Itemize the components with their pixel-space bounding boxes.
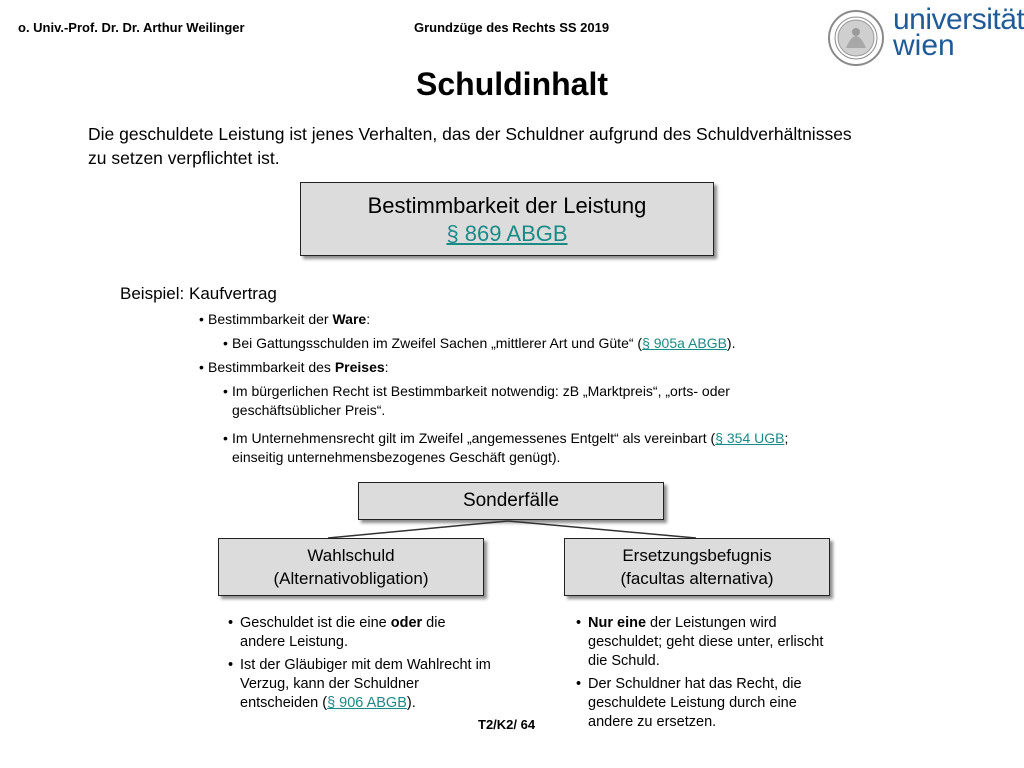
- ware-text: Bestimmbarkeit der: [208, 311, 333, 327]
- bullet-gattung: • Bei Gattungsschulden im Zweifel Sachen „mittlerer Art und Güte“ (§ 905a ABGB).: [223, 335, 736, 351]
- connector-right: [508, 521, 696, 538]
- header-course: Grundzüge des Rechts SS 2019: [414, 20, 610, 35]
- header-author: o. Univ.-Prof. Dr. Dr. Arthur Weilinger: [18, 20, 245, 35]
- intro-line1: Die geschuldete Leistung ist jenes Verhalten, das der Schuldner aufgrund des Schuldverhältnisses: [88, 124, 852, 144]
- wahlschuld-item2-end: ).: [406, 695, 416, 711]
- bullet-ware: • Bestimmbarkeit der Ware:: [199, 311, 371, 327]
- wahlschuld-line1: Wahlschuld: [307, 546, 395, 565]
- ersetzung-item1-text: der Leistungen wird geschuldet; geht diese unter, erlischt die Schuld.: [588, 615, 824, 669]
- ersetzung-item1-bold: Nur eine: [588, 615, 647, 631]
- example-heading: Beispiel: Kaufvertrag: [120, 284, 277, 303]
- bullet-buergerlich: • Im bürgerlichen Recht ist Bestimmbarkeit notwendig: zB „Marktpreis“, „orts- oder geschäftsüblicher Preis“.: [223, 383, 730, 418]
- wahlschuld-list: [228, 614, 492, 717]
- ersetzung-item-2: • Der Schuldner hat das Recht, die geschuldete Leistung durch eine andere zu ersetzen.: [576, 676, 802, 730]
- wahlschuld-item-2: • Ist der Gläubiger mit dem Wahlrecht im Verzug, kann der Schuldner entscheiden (§ 906 ABGB).: [228, 657, 491, 711]
- bullet-preis: • Bestimmbarkeit des Preises:: [199, 359, 389, 375]
- preis-bold: Preises: [334, 359, 385, 375]
- buergerlich-line1: Im bürgerlichen Recht ist Bestimmbarkeit notwendig: zB „Marktpreis“, „orts- oder: [232, 383, 730, 399]
- link-354-ugb[interactable]: § 354 UGB: [715, 430, 785, 446]
- box-wahlschuld: [218, 538, 484, 596]
- gattung-text: Bei Gattungsschulden im Zweifel Sachen „mittlerer Art und Güte“ (: [232, 335, 643, 351]
- logo-text-line2: wien: [893, 29, 955, 62]
- unternehmen-semicolon: ;: [784, 430, 789, 446]
- gattung-end: ).: [726, 335, 736, 351]
- ersetzung-line2: (facultas alternativa): [620, 569, 774, 588]
- wahlschuld-item1-bold: oder: [390, 615, 423, 631]
- connector-left: [328, 521, 508, 538]
- page-title: Schuldinhalt: [416, 66, 608, 102]
- bullet-unternehmen: • Im Unternehmensrecht gilt im Zweifel „angemessenes Entgelt“ als vereinbart (§ 354 UGB; einseitig unternehmensbezogenes Geschäft genügt).: [223, 430, 789, 465]
- slide-number: T2/K2/ 64: [478, 717, 536, 732]
- unternehmen-line2: einseitig unternehmensbezogenes Geschäft genügt).: [232, 449, 561, 465]
- ersetzung-item2-text: Der Schuldner hat das Recht, die geschuldete Leistung durch eine andere zu ersetzen.: [588, 676, 802, 730]
- intro-line2: zu setzen verpflichtet ist.: [88, 148, 280, 168]
- preis-text: Bestimmbarkeit des: [208, 359, 335, 375]
- logo-text-line1: universität: [893, 3, 1024, 36]
- ersetzung-line1: Ersetzungsbefugnis: [622, 546, 772, 565]
- buergerlich-line2: geschäftsüblicher Preis“.: [232, 402, 386, 418]
- wahlschuld-line2: (Alternativobligation): [273, 569, 429, 588]
- box-ersetzungsbefugnis: [564, 538, 830, 596]
- unternehmen-text: Im Unternehmensrecht gilt im Zweifel „angemessenes Entgelt“ als vereinbart (: [232, 430, 716, 446]
- wahlschuld-item-1: • Geschuldet ist die eine oder die andere Leistung.: [228, 615, 446, 650]
- preis-colon: :: [384, 359, 389, 375]
- wahlschuld-item1-end: die andere Leistung.: [240, 615, 446, 650]
- wahlschuld-item1-text: Geschuldet ist die eine: [240, 615, 391, 631]
- ersetzung-item-1: • Nur eine der Leistungen wird geschuldet; geht diese unter, erlischt die Schuld.: [576, 615, 824, 669]
- link-869-abgb[interactable]: § 869 ABGB: [446, 221, 568, 246]
- link-906-abgb[interactable]: § 906 ABGB: [327, 695, 407, 711]
- box-bestimmbarkeit-title: Bestimmbarkeit der Leistung: [367, 193, 647, 218]
- wahlschuld-item2-text: Ist der Gläubiger mit dem Wahlrecht im Verzug, kann der Schuldner entscheiden (: [240, 657, 491, 711]
- ware-bold: Ware: [332, 311, 367, 327]
- sonderfaelle-label: Sonderfälle: [462, 490, 560, 511]
- link-905a-abgb[interactable]: § 905a ABGB: [642, 335, 727, 351]
- ersetzung-list: [576, 614, 832, 736]
- ware-colon: :: [366, 311, 371, 327]
